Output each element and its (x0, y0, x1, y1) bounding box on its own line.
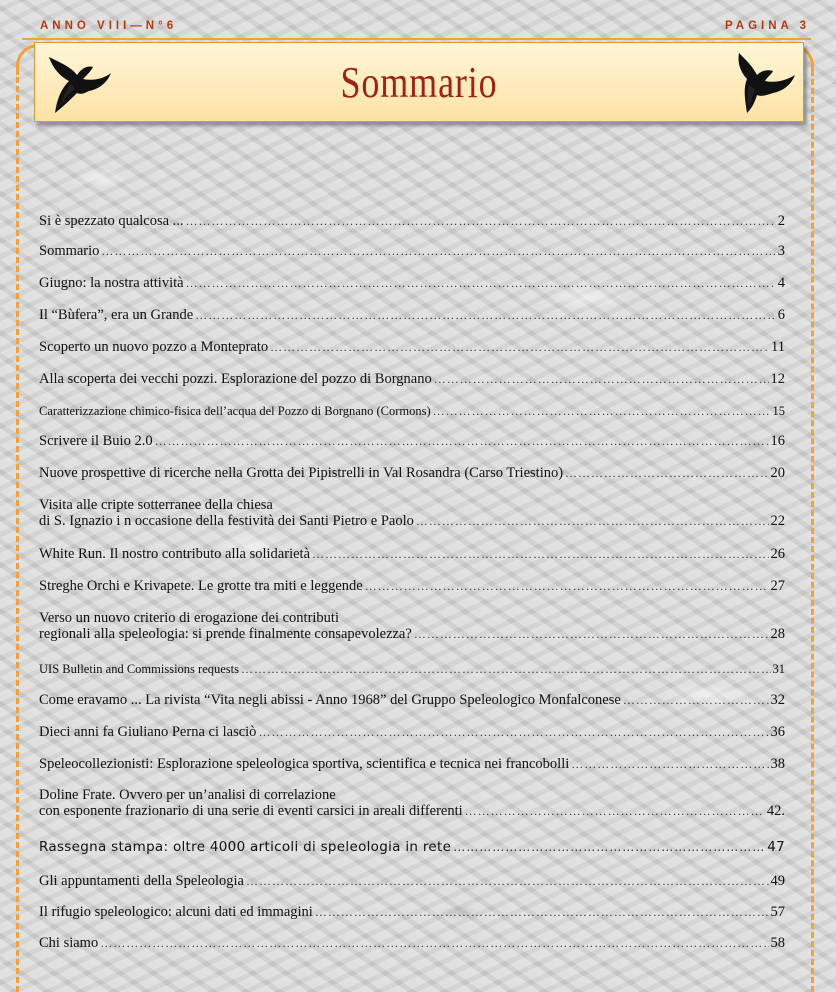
toc-page-number: 2 (777, 213, 785, 229)
toc-entry[interactable] (39, 213, 785, 229)
toc-leader (100, 935, 768, 951)
toc-title: Streghe Orchi e Krivapete. Le grotte tra miti e leggende (39, 578, 363, 594)
toc-leader (312, 546, 768, 562)
toc-title: Come eravamo ... La rivista “Vita negli abissi - Anno 1968” del Gruppo Speleologico Monfalconese (39, 692, 621, 708)
toc-leader (270, 339, 769, 355)
toc-title: Verso un nuovo criterio di erogazione dei contributi (39, 610, 339, 626)
toc-leader (101, 243, 775, 259)
toc-entry[interactable] (39, 610, 785, 642)
toc-page-number: 11 (771, 339, 785, 355)
toc-entry[interactable] (39, 724, 785, 740)
toc-title: Visita alle cripte sotterranee della chiesa (39, 497, 273, 513)
toc-title: Rassegna stampa: oltre 4000 articoli di speleologia in rete (39, 839, 452, 855)
toc-entry[interactable] (39, 465, 785, 481)
toc-title: Gli appuntamenti della Speleologia (39, 873, 244, 889)
toc-page-number: 57 (770, 904, 785, 920)
toc-leader (623, 692, 769, 708)
toc-title-continued: con esponente frazionario di una serie di eventi carsici in areali differenti (39, 803, 463, 819)
frame-dashed-right (811, 70, 814, 992)
bat-icon (41, 49, 113, 115)
title-banner (34, 42, 804, 122)
toc-page-number: 32 (770, 692, 785, 708)
toc-title: Si è spezzato qualcosa ... (39, 213, 184, 229)
toc-leader (155, 433, 769, 449)
toc-page-number: 47 (767, 839, 785, 855)
toc-entry[interactable] (39, 546, 785, 562)
toc-leader (571, 756, 768, 772)
toc-entry[interactable] (39, 243, 785, 259)
toc-leader (186, 213, 776, 229)
toc-title: Scoperto un nuovo pozzo a Monteprato (39, 339, 269, 355)
toc-title: Alla scoperta dei vecchi pozzi. Esplorazione del pozzo di Borgnano (39, 371, 432, 387)
toc-leader (186, 275, 776, 291)
toc-leader (246, 873, 769, 889)
toc-leader (465, 803, 765, 819)
toc-leader (433, 403, 771, 419)
toc-entry[interactable] (39, 339, 785, 355)
toc-title: Chi siamo (39, 935, 99, 951)
toc-page-number: 26 (770, 546, 785, 562)
toc-title: Il “Bùfera”, era un Grande (39, 307, 194, 323)
toc-page-number: 58 (770, 935, 785, 951)
toc-entry[interactable] (39, 787, 785, 819)
toc-title: UIS Bulletin and Commissions requests (39, 662, 239, 676)
toc-entry[interactable] (39, 307, 785, 323)
toc-title-continued: regionali alla speleologia: si prende finalmente consapevolezza? (39, 626, 412, 642)
toc-title: Il rifugio speleologico: alcuni dati ed immagini (39, 904, 313, 920)
toc-leader (453, 839, 765, 855)
toc-page-number: 20 (770, 465, 785, 481)
toc-entry[interactable] (39, 756, 785, 772)
toc-page-number: 3 (777, 243, 785, 259)
toc-leader (365, 578, 769, 594)
toc-page-number: 16 (770, 433, 785, 449)
toc-entry[interactable] (39, 661, 785, 677)
running-header (40, 20, 810, 38)
page-title: Sommario (340, 58, 498, 107)
toc-page-number: 31 (772, 662, 785, 676)
toc-entry[interactable] (39, 497, 785, 529)
toc-page-number: 36 (770, 724, 785, 740)
toc-entry[interactable] (39, 904, 785, 920)
toc-leader (434, 371, 769, 387)
issue-number: ANNO VIII—N°6 (40, 20, 178, 32)
toc-leader (414, 626, 769, 642)
toc-page-number: 15 (772, 404, 785, 418)
toc-title: Speleocollezionisti: Esplorazione speleologica sportiva, scientifica e tecnica nei francobolli (39, 756, 570, 772)
toc-page-number: 4 (777, 275, 785, 291)
toc-title: White Run. Il nostro contributo alla solidarietà (39, 546, 311, 562)
toc-leader (258, 724, 768, 740)
toc-leader (416, 513, 769, 529)
toc-entry[interactable] (39, 433, 785, 449)
toc-leader (195, 307, 776, 323)
toc-leader (241, 661, 771, 677)
toc-page-number: 38 (770, 756, 785, 772)
toc-title: Dieci anni fa Giuliano Perna ci lasciò (39, 724, 257, 740)
toc-entry[interactable] (39, 873, 785, 889)
toc-page-number: 6 (777, 307, 785, 323)
toc-entry[interactable] (39, 692, 785, 708)
toc-title: Giugno: la nostra attività (39, 275, 184, 291)
toc-entry[interactable] (39, 371, 785, 387)
toc-page-number: 49 (770, 873, 785, 889)
toc-entry[interactable] (39, 578, 785, 594)
toc-entry[interactable] (39, 275, 785, 291)
toc-title: Nuove prospettive di ricerche nella Grotta dei Pipistrelli in Val Rosandra (Carso Triestino) (39, 465, 564, 481)
bat-icon (725, 49, 797, 115)
frame-dashed-left (16, 68, 19, 992)
toc-entry[interactable] (39, 935, 785, 951)
toc-entry[interactable] (39, 403, 785, 419)
toc-leader (565, 465, 768, 481)
toc-page-number: 12 (770, 371, 785, 387)
page-number-label: PAGINA 3 (724, 20, 810, 32)
toc-title: Caratterizzazione chimico-fisica dell’acqua del Pozzo di Borgnano (Cormons) (39, 404, 431, 418)
toc-title-continued: di S. Ignazio i n occasione della festività dei Santi Pietro e Paolo (39, 513, 414, 529)
toc-page-number: 22 (770, 513, 785, 529)
toc-entry[interactable] (39, 839, 785, 855)
toc-page-number: 28 (770, 626, 785, 642)
toc-title: Scrivere il Buio 2.0 (39, 433, 153, 449)
toc-page-number: 42. (766, 803, 785, 819)
toc-title: Sommario (39, 243, 100, 259)
toc-title: Doline Frate. Ovvero per un’analisi di correlazione (39, 787, 336, 803)
toc-leader (315, 904, 769, 920)
toc-page-number: 27 (770, 578, 785, 594)
